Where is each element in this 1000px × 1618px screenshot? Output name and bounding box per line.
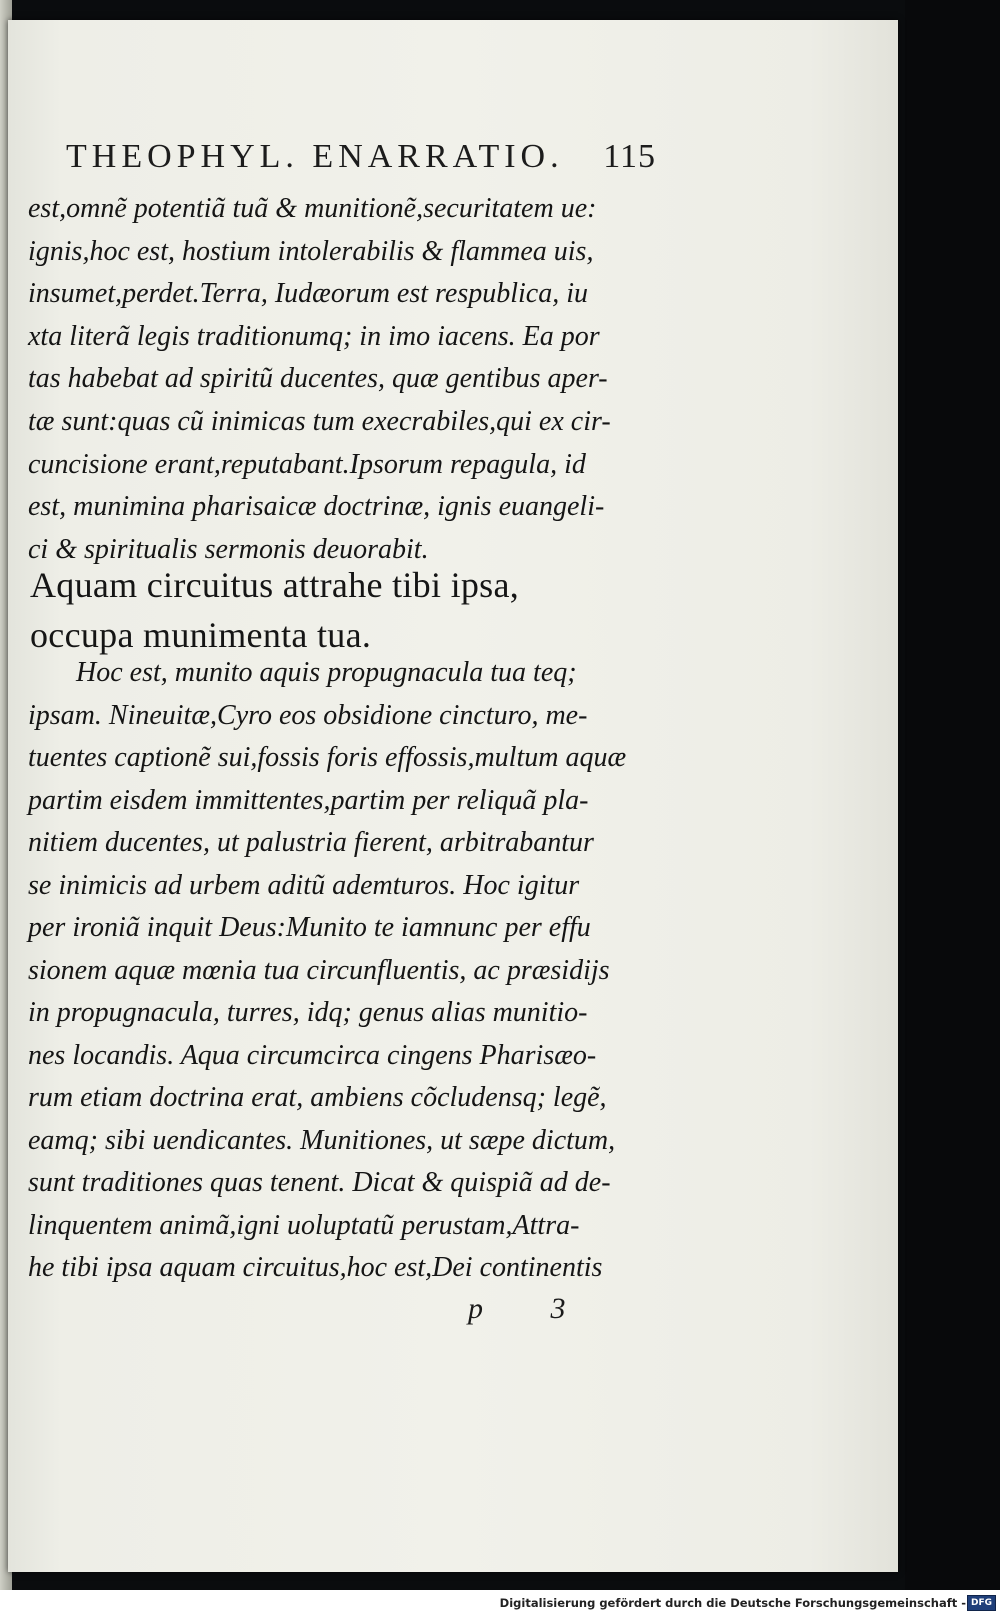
text-line: sionem aquæ mœnia tua circunfluentis, ac præsidijs xyxy=(28,954,610,986)
text-line: tæ sunt:quas cũ inimicas tum execrabiles,qui ex cir- xyxy=(28,405,611,437)
commentary-text xyxy=(28,652,644,1290)
text-line: est,omnẽ potentiã tuã & munitionẽ,securitatem ue: xyxy=(28,193,597,224)
funding-credit: Digitalisierung gefördert durch die Deutsche Forschungsgemeinschaft - xyxy=(499,1596,966,1610)
text-line: ipsam. Nineuitæ,Cyro eos obsidione cincturo, me- xyxy=(28,699,588,731)
text-line: rum etiam doctrina erat, ambiens cõcludensq; legẽ, xyxy=(28,1082,607,1113)
scripture-lemma xyxy=(30,560,650,660)
text-line: nitiem ducentes, ut palustria fierent, arbitrabantur xyxy=(28,827,594,858)
text-line: eamq; sibi uendicantes. Munitiones, ut sæpe dictum, xyxy=(28,1124,616,1156)
text-line: est, munimina pharisaicæ doctrinæ, ignis euangeli- xyxy=(28,491,605,523)
text-line: tuentes captionẽ sui,fossis foris effossis,multum aquæ xyxy=(28,742,627,773)
text-line: partim eisdem immittentes,partim per reliquã pla- xyxy=(28,784,589,816)
text-line: nes locandis. Aqua circumcirca cingens Pharisæo- xyxy=(28,1039,597,1071)
text-line: cuncisione erant,reputabant.Ipsorum repagula, id xyxy=(28,448,586,480)
lemma-line: occupa munimenta tua. xyxy=(30,615,372,655)
text-line: xta literã legis traditionumq; in imo iacens. Ea por xyxy=(28,320,600,352)
text-line: ci & spiritualis sermonis deuorabit. xyxy=(28,533,429,565)
running-title: THEOPHYL. ENARRATIO. xyxy=(66,138,564,175)
text-line: he tibi ipsa aquam circuitus,hoc est,Dei continentis xyxy=(28,1252,603,1283)
signature-mark: p 3 xyxy=(468,1292,596,1325)
text-line: ignis,hoc est, hostium intolerabilis & flammea uis, xyxy=(28,235,594,267)
dfg-logo: DFG xyxy=(967,1595,996,1611)
book-page xyxy=(8,20,898,1572)
text-line: tas habebat ad spiritũ ducentes, quæ gentibus aper- xyxy=(28,363,608,395)
text-line: Hoc est, munito aquis propugnacula tua teq; xyxy=(76,657,577,688)
text-line: in propugnacula, turres, idq; genus alias munitio- xyxy=(28,997,588,1028)
text-line: linquentem animã,igni uoluptatũ perustam,Attra- xyxy=(28,1209,580,1241)
folio-number: 115 xyxy=(603,138,656,175)
scan-right-margin xyxy=(905,0,1000,1590)
text-line: insumet,perdet.Terra, Iudæorum est respublica, iu xyxy=(28,278,588,310)
text-line: se inimicis ad urbem aditũ ademturos. Hoc igitur xyxy=(28,869,580,901)
text-line: sunt traditiones quas tenent. Dicat & quispiã ad de- xyxy=(28,1167,611,1198)
lemma-line: Aquam circuitus attrahe tibi ipsa, xyxy=(30,565,520,605)
text-line: per ironiã inquit Deus:Munito te iamnunc per effu xyxy=(28,912,591,943)
running-header xyxy=(66,138,656,176)
digitization-footer xyxy=(0,1592,1000,1618)
body-text xyxy=(28,188,644,571)
